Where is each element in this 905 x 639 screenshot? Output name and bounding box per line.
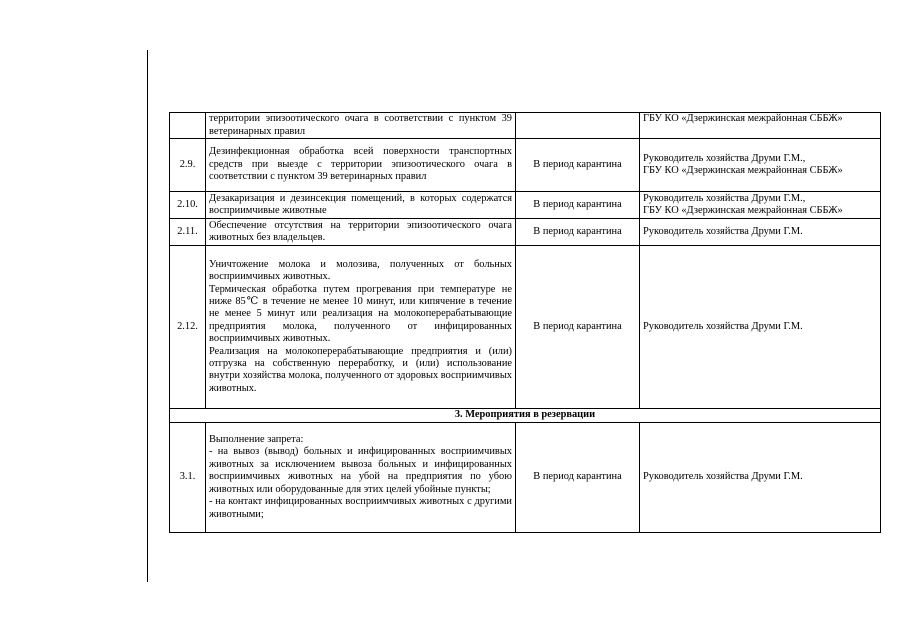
row-number: 2.12. [170, 246, 206, 409]
measure-description [206, 246, 516, 409]
description-paragraph: Дезинфекционная обработка всей поверхности транспортных средств при выезде с территории эпизоотического очага в соответствии с пунктом 39 ветеринарных правил [209, 146, 512, 183]
responsible-cell [640, 113, 881, 139]
responsible-cell [640, 423, 881, 533]
responsible-line: ГБУ КО «Дзержинская межрайонная СББЖ» [643, 205, 843, 216]
description-paragraph: - на вывоз (вывод) больных и инфицированных восприимчивых животных за исключением вывоза больных и инфицированных восприимчивых животных на убой на предприятия по убою животных или оборудованные для этих целей убойные пункты; [209, 446, 512, 495]
page-margin-line [147, 50, 148, 582]
description-paragraph: Дезакаризация и дезинсекция помещений, в которых содержатся восприимчивые животные [209, 192, 512, 216]
period-cell: В период карантина [516, 139, 640, 192]
table-row [170, 192, 881, 219]
row-number: 2.11. [170, 219, 206, 246]
table-row [170, 113, 881, 139]
description-paragraph: территории эпизоотического очага в соответствии с пунктом 39 ветеринарных правил [209, 113, 512, 137]
description-paragraph: Выполнение запрета: [209, 434, 304, 446]
period-cell: В период карантина [516, 219, 640, 246]
description-paragraph: Обеспечение отсутствия на территории эпизоотического очага животных без владельцев. [209, 219, 512, 243]
measure-description [206, 139, 516, 192]
row-number: 2.9. [170, 139, 206, 192]
table-row [170, 139, 881, 192]
measure-description [206, 219, 516, 246]
measures-table [169, 112, 881, 533]
description-paragraph: Уничтожение молока и молозива, полученных от больных восприимчивых животных. [209, 258, 512, 283]
responsible-line: Руководитель хозяйства Друми Г.М., [643, 152, 806, 164]
description-paragraph: Термическая обработка путем прогревания при температуре не ниже 85℃ в течение не менее 10 минут, или кипячение в течение не менее 5 минут или реализация на молокоперерабатывающие предприятия молока, полученного от инфицированных восприимчивых животных. [209, 283, 512, 345]
row-number: 2.10. [170, 192, 206, 219]
period-cell: В период карантина [516, 423, 640, 533]
description-paragraph: - на контакт инфицированных восприимчивых животных с другими животными; [209, 496, 512, 520]
responsible-line: Руководитель хозяйства Друми Г.М. [643, 225, 803, 237]
measure-description [206, 192, 516, 219]
responsible-cell [640, 246, 881, 409]
responsible-line: Руководитель хозяйства Друми Г.М. [643, 320, 803, 332]
responsible-line: Руководитель хозяйства Друми Г.М., [643, 192, 806, 204]
responsible-line: ГБУ КО «Дзержинская межрайонная СББЖ» [643, 165, 843, 176]
period-cell [516, 113, 640, 139]
measure-description [206, 113, 516, 139]
table-row [170, 423, 881, 533]
row-number: 3.1. [170, 423, 206, 533]
responsible-line: Руководитель хозяйства Друми Г.М. [643, 471, 803, 483]
description-paragraph: Реализация на молокоперерабатывающие предприятия и (или) отгрузка на собственную переработку, и (или) использование внутри хозяйства молока, полученного от здоровых восприимчивых животных. [209, 345, 512, 394]
responsible-line: ГБУ КО «Дзержинская межрайонная СББЖ» [643, 113, 843, 124]
period-cell: В период карантина [516, 192, 640, 219]
section-header-row [170, 409, 881, 423]
table-row [170, 219, 881, 246]
section-title: 3. Мероприятия в резервации [170, 409, 881, 423]
responsible-cell [640, 139, 881, 192]
measure-description [206, 423, 516, 533]
responsible-cell [640, 192, 881, 219]
period-cell: В период карантина [516, 246, 640, 409]
row-number [170, 113, 206, 139]
table-row [170, 246, 881, 409]
responsible-cell [640, 219, 881, 246]
